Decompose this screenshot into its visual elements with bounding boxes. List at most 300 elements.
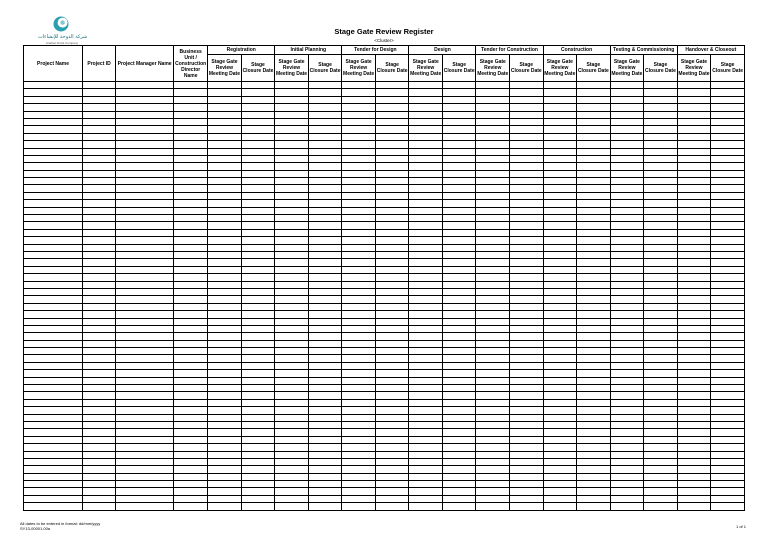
table-cell[interactable] bbox=[174, 251, 208, 258]
table-cell[interactable] bbox=[275, 244, 309, 251]
table-cell[interactable] bbox=[308, 133, 342, 140]
table-cell[interactable] bbox=[442, 229, 476, 236]
table-cell[interactable] bbox=[275, 385, 309, 392]
table-cell[interactable] bbox=[174, 414, 208, 421]
table-cell[interactable] bbox=[208, 407, 242, 414]
table-cell[interactable] bbox=[543, 96, 577, 103]
table-cell[interactable] bbox=[644, 96, 678, 103]
table-cell[interactable] bbox=[510, 185, 544, 192]
table-cell[interactable] bbox=[644, 495, 678, 502]
table-cell[interactable] bbox=[510, 229, 544, 236]
table-cell[interactable] bbox=[409, 244, 443, 251]
table-cell[interactable] bbox=[476, 348, 510, 355]
table-cell[interactable] bbox=[375, 163, 409, 170]
table-cell[interactable] bbox=[208, 89, 242, 96]
table-cell[interactable] bbox=[577, 303, 611, 310]
table-cell[interactable] bbox=[174, 473, 208, 480]
table-cell[interactable] bbox=[208, 488, 242, 495]
table-cell[interactable] bbox=[711, 466, 745, 473]
table-cell[interactable] bbox=[442, 362, 476, 369]
table-cell[interactable] bbox=[677, 385, 711, 392]
table-cell[interactable] bbox=[24, 503, 83, 510]
table-cell[interactable] bbox=[644, 89, 678, 96]
table-cell[interactable] bbox=[476, 466, 510, 473]
table-cell[interactable] bbox=[442, 207, 476, 214]
table-cell[interactable] bbox=[174, 141, 208, 148]
table-cell[interactable] bbox=[644, 251, 678, 258]
table-cell[interactable] bbox=[543, 355, 577, 362]
table-cell[interactable] bbox=[275, 421, 309, 428]
table-cell[interactable] bbox=[275, 340, 309, 347]
table-cell[interactable] bbox=[409, 303, 443, 310]
table-cell[interactable] bbox=[375, 82, 409, 89]
table-cell[interactable] bbox=[241, 348, 275, 355]
table-cell[interactable] bbox=[308, 414, 342, 421]
table-cell[interactable] bbox=[174, 458, 208, 465]
table-cell[interactable] bbox=[24, 451, 83, 458]
table-cell[interactable] bbox=[442, 244, 476, 251]
table-cell[interactable] bbox=[476, 133, 510, 140]
table-cell[interactable] bbox=[241, 296, 275, 303]
table-cell[interactable] bbox=[543, 237, 577, 244]
table-cell[interactable] bbox=[275, 466, 309, 473]
table-cell[interactable] bbox=[543, 111, 577, 118]
table-cell[interactable] bbox=[375, 148, 409, 155]
table-cell[interactable] bbox=[442, 318, 476, 325]
table-cell[interactable] bbox=[208, 296, 242, 303]
table-cell[interactable] bbox=[275, 488, 309, 495]
table-cell[interactable] bbox=[275, 251, 309, 258]
table-cell[interactable] bbox=[610, 126, 644, 133]
table-cell[interactable] bbox=[174, 325, 208, 332]
table-cell[interactable] bbox=[174, 118, 208, 125]
table-cell[interactable] bbox=[409, 118, 443, 125]
table-cell[interactable] bbox=[375, 503, 409, 510]
table-cell[interactable] bbox=[644, 436, 678, 443]
table-cell[interactable] bbox=[241, 104, 275, 111]
table-cell[interactable] bbox=[208, 355, 242, 362]
table-cell[interactable] bbox=[543, 503, 577, 510]
table-cell[interactable] bbox=[342, 311, 376, 318]
table-cell[interactable] bbox=[208, 370, 242, 377]
table-cell[interactable] bbox=[677, 414, 711, 421]
table-cell[interactable] bbox=[208, 333, 242, 340]
table-cell[interactable] bbox=[543, 178, 577, 185]
table-cell[interactable] bbox=[711, 370, 745, 377]
table-cell[interactable] bbox=[24, 170, 83, 177]
table-cell[interactable] bbox=[83, 192, 116, 199]
table-cell[interactable] bbox=[308, 215, 342, 222]
table-cell[interactable] bbox=[116, 133, 174, 140]
table-cell[interactable] bbox=[610, 311, 644, 318]
table-cell[interactable] bbox=[83, 481, 116, 488]
table-cell[interactable] bbox=[116, 215, 174, 222]
table-cell[interactable] bbox=[543, 458, 577, 465]
table-cell[interactable] bbox=[208, 458, 242, 465]
table-cell[interactable] bbox=[174, 259, 208, 266]
table-cell[interactable] bbox=[543, 229, 577, 236]
table-cell[interactable] bbox=[275, 399, 309, 406]
table-cell[interactable] bbox=[577, 126, 611, 133]
table-cell[interactable] bbox=[476, 436, 510, 443]
table-cell[interactable] bbox=[610, 451, 644, 458]
table-cell[interactable] bbox=[174, 370, 208, 377]
table-cell[interactable] bbox=[409, 274, 443, 281]
table-cell[interactable] bbox=[442, 451, 476, 458]
table-cell[interactable] bbox=[711, 251, 745, 258]
table-cell[interactable] bbox=[275, 155, 309, 162]
table-cell[interactable] bbox=[409, 266, 443, 273]
table-cell[interactable] bbox=[275, 192, 309, 199]
table-cell[interactable] bbox=[24, 215, 83, 222]
table-cell[interactable] bbox=[275, 407, 309, 414]
table-cell[interactable] bbox=[409, 133, 443, 140]
table-cell[interactable] bbox=[644, 414, 678, 421]
table-cell[interactable] bbox=[342, 296, 376, 303]
table-cell[interactable] bbox=[24, 348, 83, 355]
table-cell[interactable] bbox=[510, 385, 544, 392]
table-cell[interactable] bbox=[275, 200, 309, 207]
table-cell[interactable] bbox=[342, 251, 376, 258]
table-cell[interactable] bbox=[208, 495, 242, 502]
table-cell[interactable] bbox=[24, 229, 83, 236]
table-cell[interactable] bbox=[241, 303, 275, 310]
table-cell[interactable] bbox=[208, 325, 242, 332]
table-cell[interactable] bbox=[711, 288, 745, 295]
table-cell[interactable] bbox=[174, 429, 208, 436]
table-cell[interactable] bbox=[711, 163, 745, 170]
table-cell[interactable] bbox=[409, 495, 443, 502]
table-cell[interactable] bbox=[577, 148, 611, 155]
table-cell[interactable] bbox=[610, 488, 644, 495]
table-cell[interactable] bbox=[375, 481, 409, 488]
table-cell[interactable] bbox=[577, 503, 611, 510]
table-cell[interactable] bbox=[24, 222, 83, 229]
table-cell[interactable] bbox=[308, 503, 342, 510]
table-cell[interactable] bbox=[711, 148, 745, 155]
table-cell[interactable] bbox=[241, 133, 275, 140]
table-cell[interactable] bbox=[543, 429, 577, 436]
table-cell[interactable] bbox=[409, 96, 443, 103]
table-cell[interactable] bbox=[510, 481, 544, 488]
table-cell[interactable] bbox=[543, 488, 577, 495]
table-cell[interactable] bbox=[442, 458, 476, 465]
table-cell[interactable] bbox=[375, 251, 409, 258]
table-cell[interactable] bbox=[409, 436, 443, 443]
table-cell[interactable] bbox=[174, 481, 208, 488]
table-cell[interactable] bbox=[241, 244, 275, 251]
table-cell[interactable] bbox=[409, 111, 443, 118]
table-cell[interactable] bbox=[610, 200, 644, 207]
table-cell[interactable] bbox=[116, 170, 174, 177]
table-cell[interactable] bbox=[24, 133, 83, 140]
table-cell[interactable] bbox=[476, 82, 510, 89]
table-cell[interactable] bbox=[476, 178, 510, 185]
table-cell[interactable] bbox=[375, 281, 409, 288]
table-cell[interactable] bbox=[241, 377, 275, 384]
table-cell[interactable] bbox=[711, 229, 745, 236]
table-cell[interactable] bbox=[275, 207, 309, 214]
table-cell[interactable] bbox=[24, 444, 83, 451]
table-cell[interactable] bbox=[543, 89, 577, 96]
table-cell[interactable] bbox=[208, 170, 242, 177]
table-cell[interactable] bbox=[711, 296, 745, 303]
table-cell[interactable] bbox=[116, 325, 174, 332]
table-cell[interactable] bbox=[275, 377, 309, 384]
table-cell[interactable] bbox=[24, 296, 83, 303]
table-cell[interactable] bbox=[543, 348, 577, 355]
table-cell[interactable] bbox=[342, 385, 376, 392]
table-cell[interactable] bbox=[610, 377, 644, 384]
table-cell[interactable] bbox=[644, 429, 678, 436]
table-cell[interactable] bbox=[308, 163, 342, 170]
table-cell[interactable] bbox=[174, 111, 208, 118]
table-cell[interactable] bbox=[577, 82, 611, 89]
table-cell[interactable] bbox=[510, 163, 544, 170]
table-cell[interactable] bbox=[208, 82, 242, 89]
table-cell[interactable] bbox=[610, 237, 644, 244]
table-cell[interactable] bbox=[677, 355, 711, 362]
table-cell[interactable] bbox=[208, 266, 242, 273]
table-cell[interactable] bbox=[677, 399, 711, 406]
table-cell[interactable] bbox=[711, 385, 745, 392]
table-cell[interactable] bbox=[308, 266, 342, 273]
table-cell[interactable] bbox=[241, 229, 275, 236]
table-cell[interactable] bbox=[241, 340, 275, 347]
table-cell[interactable] bbox=[711, 259, 745, 266]
table-cell[interactable] bbox=[308, 200, 342, 207]
table-cell[interactable] bbox=[241, 466, 275, 473]
table-cell[interactable] bbox=[476, 303, 510, 310]
table-cell[interactable] bbox=[208, 215, 242, 222]
table-cell[interactable] bbox=[644, 421, 678, 428]
table-cell[interactable] bbox=[24, 288, 83, 295]
table-cell[interactable] bbox=[610, 296, 644, 303]
table-cell[interactable] bbox=[442, 141, 476, 148]
table-cell[interactable] bbox=[510, 118, 544, 125]
table-cell[interactable] bbox=[577, 311, 611, 318]
table-cell[interactable] bbox=[677, 421, 711, 428]
table-cell[interactable] bbox=[116, 399, 174, 406]
table-cell[interactable] bbox=[610, 318, 644, 325]
table-cell[interactable] bbox=[116, 392, 174, 399]
table-cell[interactable] bbox=[342, 429, 376, 436]
table-cell[interactable] bbox=[308, 362, 342, 369]
table-cell[interactable] bbox=[208, 207, 242, 214]
table-cell[interactable] bbox=[375, 429, 409, 436]
table-cell[interactable] bbox=[116, 126, 174, 133]
table-cell[interactable] bbox=[442, 473, 476, 480]
table-cell[interactable] bbox=[308, 451, 342, 458]
table-cell[interactable] bbox=[174, 237, 208, 244]
table-cell[interactable] bbox=[308, 244, 342, 251]
table-cell[interactable] bbox=[24, 251, 83, 258]
table-cell[interactable] bbox=[116, 414, 174, 421]
table-cell[interactable] bbox=[610, 155, 644, 162]
table-cell[interactable] bbox=[644, 126, 678, 133]
table-cell[interactable] bbox=[677, 192, 711, 199]
table-cell[interactable] bbox=[241, 178, 275, 185]
table-cell[interactable] bbox=[208, 244, 242, 251]
table-cell[interactable] bbox=[83, 429, 116, 436]
table-cell[interactable] bbox=[241, 392, 275, 399]
table-cell[interactable] bbox=[677, 163, 711, 170]
table-cell[interactable] bbox=[409, 340, 443, 347]
table-cell[interactable] bbox=[409, 481, 443, 488]
table-cell[interactable] bbox=[610, 288, 644, 295]
table-cell[interactable] bbox=[510, 126, 544, 133]
table-cell[interactable] bbox=[308, 296, 342, 303]
table-cell[interactable] bbox=[241, 82, 275, 89]
table-cell[interactable] bbox=[308, 348, 342, 355]
table-cell[interactable] bbox=[543, 385, 577, 392]
table-cell[interactable] bbox=[476, 296, 510, 303]
table-cell[interactable] bbox=[510, 466, 544, 473]
table-cell[interactable] bbox=[275, 355, 309, 362]
table-cell[interactable] bbox=[24, 473, 83, 480]
table-cell[interactable] bbox=[275, 259, 309, 266]
table-cell[interactable] bbox=[174, 333, 208, 340]
table-cell[interactable] bbox=[677, 318, 711, 325]
table-cell[interactable] bbox=[375, 178, 409, 185]
table-cell[interactable] bbox=[375, 111, 409, 118]
table-cell[interactable] bbox=[342, 266, 376, 273]
table-cell[interactable] bbox=[409, 281, 443, 288]
table-cell[interactable] bbox=[375, 333, 409, 340]
table-cell[interactable] bbox=[83, 118, 116, 125]
table-cell[interactable] bbox=[375, 385, 409, 392]
table-cell[interactable] bbox=[174, 133, 208, 140]
table-cell[interactable] bbox=[644, 340, 678, 347]
table-cell[interactable] bbox=[375, 96, 409, 103]
table-cell[interactable] bbox=[342, 481, 376, 488]
table-cell[interactable] bbox=[442, 421, 476, 428]
table-cell[interactable] bbox=[577, 111, 611, 118]
table-cell[interactable] bbox=[83, 503, 116, 510]
table-cell[interactable] bbox=[610, 481, 644, 488]
table-cell[interactable] bbox=[208, 155, 242, 162]
table-cell[interactable] bbox=[241, 444, 275, 451]
table-cell[interactable] bbox=[208, 163, 242, 170]
table-cell[interactable] bbox=[409, 458, 443, 465]
table-cell[interactable] bbox=[677, 251, 711, 258]
table-cell[interactable] bbox=[275, 148, 309, 155]
table-cell[interactable] bbox=[308, 318, 342, 325]
table-cell[interactable] bbox=[409, 296, 443, 303]
table-cell[interactable] bbox=[342, 333, 376, 340]
table-cell[interactable] bbox=[711, 451, 745, 458]
table-cell[interactable] bbox=[610, 458, 644, 465]
table-cell[interactable] bbox=[241, 274, 275, 281]
table-cell[interactable] bbox=[83, 355, 116, 362]
table-cell[interactable] bbox=[208, 141, 242, 148]
table-cell[interactable] bbox=[275, 163, 309, 170]
table-cell[interactable] bbox=[375, 370, 409, 377]
table-cell[interactable] bbox=[510, 311, 544, 318]
table-cell[interactable] bbox=[275, 362, 309, 369]
table-cell[interactable] bbox=[308, 170, 342, 177]
table-cell[interactable] bbox=[442, 370, 476, 377]
table-cell[interactable] bbox=[116, 266, 174, 273]
table-cell[interactable] bbox=[510, 458, 544, 465]
table-cell[interactable] bbox=[577, 473, 611, 480]
table-cell[interactable] bbox=[342, 118, 376, 125]
table-cell[interactable] bbox=[711, 118, 745, 125]
table-cell[interactable] bbox=[610, 251, 644, 258]
table-cell[interactable] bbox=[610, 421, 644, 428]
table-cell[interactable] bbox=[174, 178, 208, 185]
table-cell[interactable] bbox=[476, 148, 510, 155]
table-cell[interactable] bbox=[83, 96, 116, 103]
table-cell[interactable] bbox=[610, 399, 644, 406]
table-cell[interactable] bbox=[116, 222, 174, 229]
table-cell[interactable] bbox=[83, 444, 116, 451]
table-cell[interactable] bbox=[409, 370, 443, 377]
table-cell[interactable] bbox=[208, 111, 242, 118]
table-cell[interactable] bbox=[174, 340, 208, 347]
table-cell[interactable] bbox=[24, 407, 83, 414]
table-cell[interactable] bbox=[275, 118, 309, 125]
table-cell[interactable] bbox=[241, 473, 275, 480]
table-cell[interactable] bbox=[442, 104, 476, 111]
table-cell[interactable] bbox=[409, 377, 443, 384]
table-cell[interactable] bbox=[241, 222, 275, 229]
table-cell[interactable] bbox=[711, 170, 745, 177]
table-cell[interactable] bbox=[409, 488, 443, 495]
table-cell[interactable] bbox=[476, 392, 510, 399]
table-cell[interactable] bbox=[208, 96, 242, 103]
table-cell[interactable] bbox=[241, 355, 275, 362]
table-cell[interactable] bbox=[174, 311, 208, 318]
table-cell[interactable] bbox=[510, 451, 544, 458]
table-cell[interactable] bbox=[476, 318, 510, 325]
table-cell[interactable] bbox=[476, 229, 510, 236]
table-cell[interactable] bbox=[644, 200, 678, 207]
table-cell[interactable] bbox=[476, 362, 510, 369]
table-cell[interactable] bbox=[442, 340, 476, 347]
table-cell[interactable] bbox=[711, 89, 745, 96]
table-cell[interactable] bbox=[476, 126, 510, 133]
table-cell[interactable] bbox=[241, 288, 275, 295]
table-cell[interactable] bbox=[241, 488, 275, 495]
table-cell[interactable] bbox=[510, 407, 544, 414]
table-cell[interactable] bbox=[241, 192, 275, 199]
table-cell[interactable] bbox=[577, 222, 611, 229]
table-cell[interactable] bbox=[510, 192, 544, 199]
table-cell[interactable] bbox=[510, 288, 544, 295]
table-cell[interactable] bbox=[577, 288, 611, 295]
table-cell[interactable] bbox=[174, 495, 208, 502]
table-cell[interactable] bbox=[208, 444, 242, 451]
table-cell[interactable] bbox=[577, 370, 611, 377]
table-cell[interactable] bbox=[510, 296, 544, 303]
table-cell[interactable] bbox=[610, 303, 644, 310]
table-cell[interactable] bbox=[241, 458, 275, 465]
table-cell[interactable] bbox=[342, 207, 376, 214]
table-cell[interactable] bbox=[275, 325, 309, 332]
table-cell[interactable] bbox=[24, 244, 83, 251]
table-cell[interactable] bbox=[116, 111, 174, 118]
table-cell[interactable] bbox=[543, 325, 577, 332]
table-cell[interactable] bbox=[677, 495, 711, 502]
table-cell[interactable] bbox=[644, 148, 678, 155]
table-cell[interactable] bbox=[375, 170, 409, 177]
table-cell[interactable] bbox=[208, 385, 242, 392]
table-cell[interactable] bbox=[711, 82, 745, 89]
table-cell[interactable] bbox=[375, 362, 409, 369]
table-cell[interactable] bbox=[711, 237, 745, 244]
table-cell[interactable] bbox=[610, 207, 644, 214]
